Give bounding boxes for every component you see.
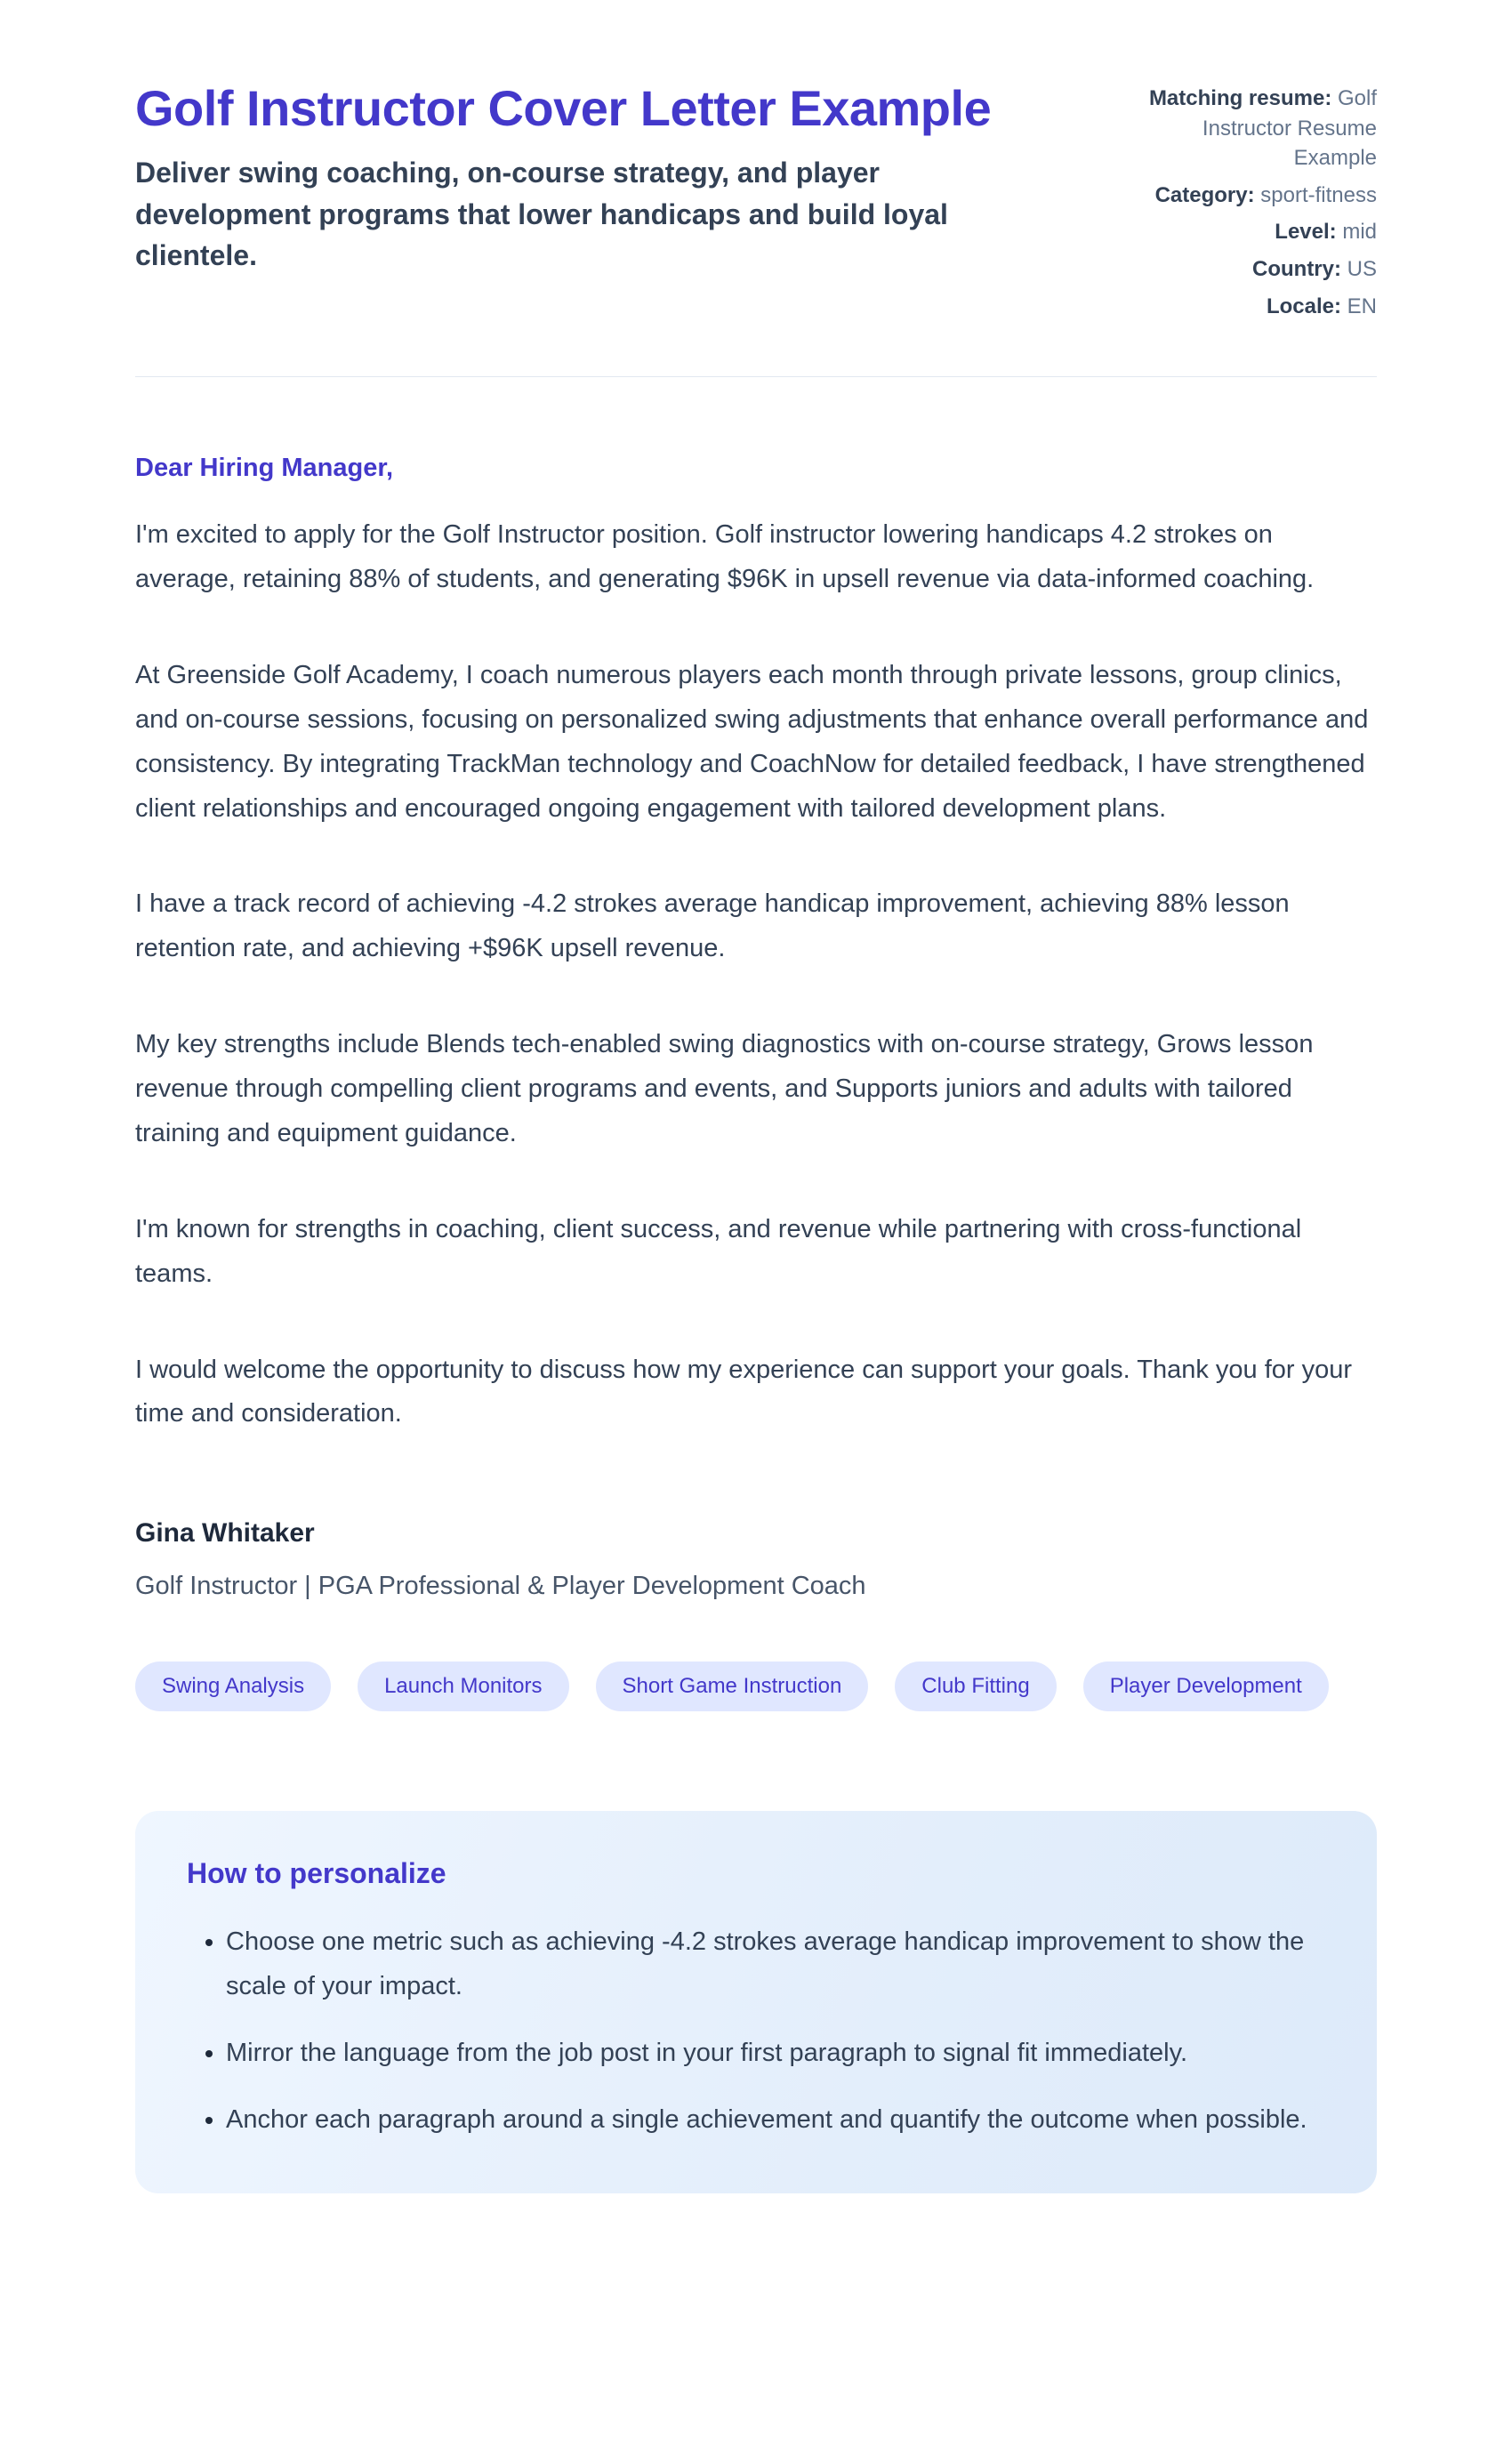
signature-name: Gina Whitaker: [135, 1518, 315, 1549]
letter-paragraph-1: I'm excited to apply for the Golf Instructor position. Golf instructor lowering handicaps 4.2 strokes on average, retaining 88% of students, and generating $96K in upsell revenue via data-informed coaching.: [135, 520, 1315, 594]
cover-letter-body: [135, 454, 1377, 1601]
personalize-title: How to personalize: [187, 1857, 446, 1890]
header: [135, 78, 1377, 328]
meta-locale-value: EN: [1347, 294, 1377, 318]
meta-category: [1135, 181, 1377, 211]
page-title: Golf Instructor Cover Letter Example: [135, 80, 992, 136]
letter-greeting: Dear Hiring Manager,: [135, 454, 394, 483]
meta-category-value: sport-fitness: [1260, 182, 1377, 207]
header-divider: [135, 376, 1377, 377]
meta-level-value: mid: [1342, 220, 1377, 245]
letter-paragraph-2: At Greenside Golf Academy, I coach numerous players each month through private lessons, group clinics, and on-course sessions, focusing on personalized swing adjustments that enhance overall performance and consistency. By integrating TrackMan technology and CoachNow for detailed feedback, I have strengthened client relationships and encouraged ongoing engagement with tailored development plans.: [135, 660, 1369, 823]
letter-paragraph-3: I have a track record of achieving -4.2 strokes average handicap improvement, achieving 88% lesson retention rate, and achieving +$96K upsell revenue.: [135, 889, 1290, 963]
personalize-tip-list: [187, 1920, 1325, 2142]
skill-tag-list: [135, 1662, 1377, 1711]
personalize-tip-1: • Choose one metric such as achieving -4.2 strokes average handicap improvement to show the scale of your impact.: [226, 1920, 1325, 2008]
letter-paragraph-6: I would welcome the opportunity to discuss how my experience can support your goals. Thank you for your time and consideration.: [135, 1355, 1353, 1428]
tag-player-development[interactable]: Player Development: [1083, 1662, 1329, 1711]
letter-paragraph-5: I'm known for strengths in coaching, client success, and revenue while partnering with cross-functional teams.: [135, 1214, 1302, 1288]
letter-paragraph-4: My key strengths include Blends tech-enabled swing diagnostics with on-course strategy, Grows lesson revenue through compelling client programs and events, and Supports juniors and adults with tailored training and equipment guidance.: [135, 1030, 1314, 1147]
meta-matching-resume-label: Matching resume:: [1148, 86, 1332, 110]
meta-country: [1135, 254, 1377, 285]
tag-swing-analysis[interactable]: Swing Analysis: [135, 1662, 331, 1711]
meta-country-label: Country:: [1252, 256, 1341, 281]
tag-launch-monitors[interactable]: Launch Monitors: [358, 1662, 568, 1711]
personalize-tip-2: • Mirror the language from the job post in your first paragraph to signal fit immediately.: [226, 2032, 1325, 2075]
meta-matching-resume: [1135, 84, 1377, 173]
meta-level: [1135, 217, 1377, 247]
personalize-tip-3: • Anchor each paragraph around a single achievement and quantify the outcome when possible.: [226, 2098, 1325, 2142]
header-left: [135, 78, 1025, 276]
personalize-card: [135, 1811, 1377, 2193]
meta-locale-label: Locale:: [1266, 294, 1341, 318]
meta-locale: [1135, 292, 1377, 322]
meta-matching-resume-value: Golf Instructor Resume Example: [1202, 86, 1377, 171]
meta-category-label: Category:: [1154, 182, 1255, 207]
meta-level-label: Level:: [1275, 220, 1337, 245]
tag-club-fitting[interactable]: Club Fitting: [895, 1662, 1056, 1711]
meta-country-value: US: [1347, 256, 1377, 281]
resume-meta-panel: [1135, 78, 1377, 328]
signature-role: Golf Instructor | PGA Professional & Player Development Coach: [135, 1572, 866, 1601]
page-subtitle: Deliver swing coaching, on-course strategy, and player development programs that lower handicaps and build loyal clientele.: [135, 157, 948, 271]
tag-short-game-instruction[interactable]: Short Game Instruction: [596, 1662, 869, 1711]
